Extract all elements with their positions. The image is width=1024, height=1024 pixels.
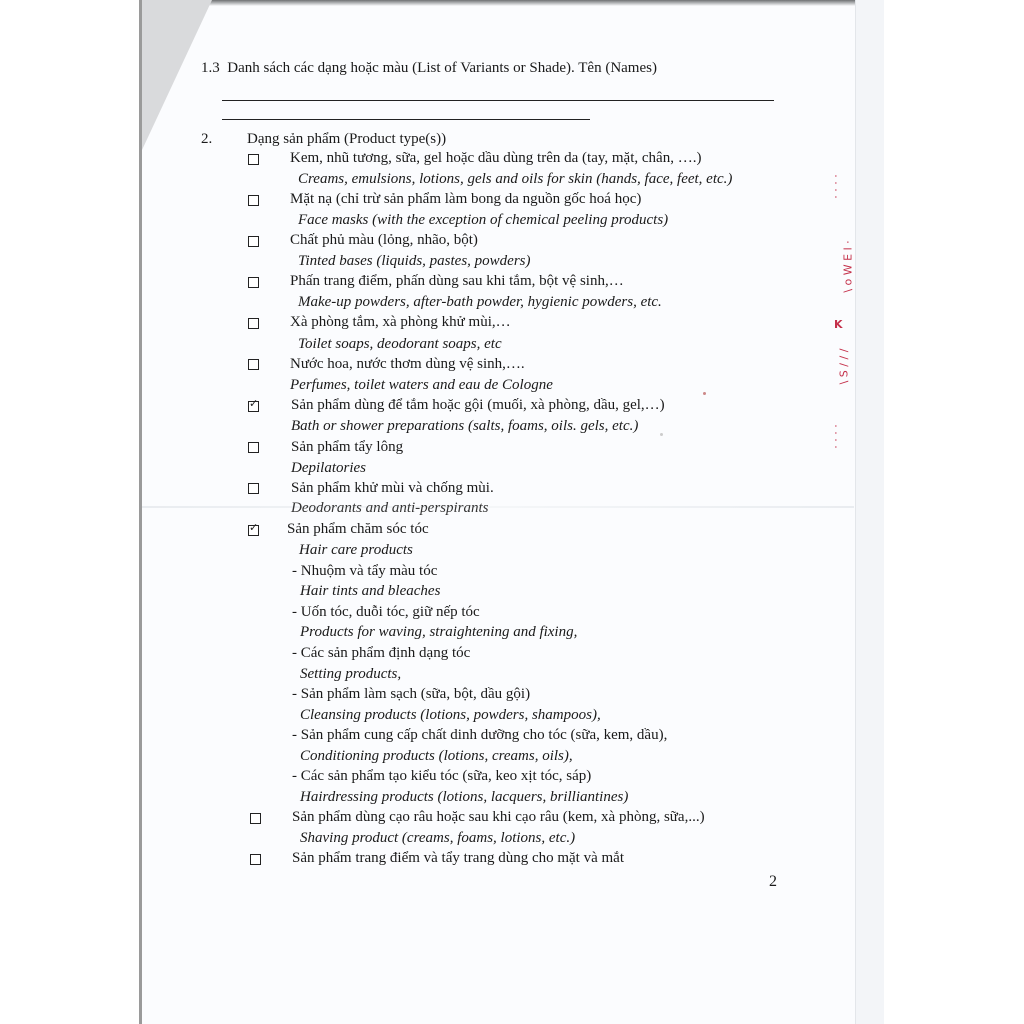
paper-crease xyxy=(142,506,854,508)
item-en-toilet-soaps: Toilet soaps, deodorant soaps, etc xyxy=(298,336,502,352)
blank-line-2 xyxy=(222,119,590,120)
checkbox-bath-shower[interactable] xyxy=(248,401,259,412)
section-2-number: 2. xyxy=(201,131,213,147)
checkbox-face-eye-makeup[interactable] xyxy=(250,854,261,865)
checkbox-toilet-soaps[interactable] xyxy=(248,318,259,329)
item-vi-shaving: Sản phẩm dùng cạo râu hoặc sau khi cạo râu (kem, xà phòng, sữa,...) xyxy=(292,809,705,825)
item-vi-depilatories: Sản phẩm tẩy lông xyxy=(291,439,404,455)
checkbox-perfumes[interactable] xyxy=(248,359,259,370)
page-right-margin-strip xyxy=(855,0,885,1024)
checkbox-creams[interactable] xyxy=(248,154,259,165)
hair-subitem-en: Hair tints and bleaches xyxy=(300,583,441,599)
hair-subitem-en: Conditioning products (lotions, creams, oils), xyxy=(300,748,573,764)
item-en-creams: Creams, emulsions, lotions, gels and oils for skin (hands, face, feet, etc.) xyxy=(298,171,733,187)
item-vi-face-masks: Mặt nạ (chỉ trừ sản phẩm làm bong da nguồn gốc hoá học) xyxy=(290,191,642,207)
item-vi-hair-care: Sản phẩm chăm sóc tóc xyxy=(287,521,429,537)
hair-subitem-vi: - Các sản phẩm tạo kiểu tóc (sữa, keo xịt tóc, sáp) xyxy=(292,768,592,784)
page-left-edge xyxy=(139,0,142,1024)
item-en-bath-shower: Bath or shower preparations (salts, foams, oils. gels, etc.) xyxy=(291,418,639,434)
section-1-3-heading xyxy=(201,60,657,77)
checkbox-tinted-bases[interactable] xyxy=(248,236,259,247)
item-vi-bath-shower: Sản phẩm dùng để tắm hoặc gội (muối, xà phòng, dầu, gel,…) xyxy=(291,397,665,413)
hair-subitem-en: Hairdressing products (lotions, lacquers, brilliantines) xyxy=(300,789,629,805)
item-en-perfumes: Perfumes, toilet waters and eau de Cologne xyxy=(290,377,553,393)
checkbox-depilatories[interactable] xyxy=(248,442,259,453)
item-en-hair-care: Hair care products xyxy=(299,542,413,558)
section-1-3-number: 1.3 xyxy=(201,60,220,76)
ink-speck xyxy=(660,433,663,436)
hair-subitem-en: Cleansing products (lotions, powders, shampoos), xyxy=(300,707,601,723)
item-vi-toilet-soaps: Xà phòng tắm, xà phòng khử mùi,… xyxy=(290,314,511,330)
checkbox-hair-care[interactable] xyxy=(248,525,259,536)
item-en-depilatories: Depilatories xyxy=(291,460,366,476)
item-vi-face-eye-makeup: Sản phẩm trang điểm và tẩy trang dùng cho mặt và mắt xyxy=(292,850,624,866)
page-number: 2 xyxy=(769,873,777,890)
scan-background-right xyxy=(884,0,1024,1024)
item-vi-tinted-bases: Chất phủ màu (lỏng, nhão, bột) xyxy=(290,232,478,248)
hair-subitem-en: Products for waving, straightening and fixing, xyxy=(300,624,578,640)
item-en-make-up-powders: Make-up powders, after-bath powder, hygienic powders, etc. xyxy=(298,294,662,310)
page-top-shadow xyxy=(142,0,884,6)
checkbox-shaving[interactable] xyxy=(250,813,261,824)
item-vi-deodorants: Sản phẩm khử mùi và chống mùi. xyxy=(291,480,494,496)
item-vi-perfumes: Nước hoa, nước thơm dùng vệ sinh,…. xyxy=(290,356,525,372)
item-en-shaving: Shaving product (creams, foams, lotions, etc.) xyxy=(300,830,576,846)
item-en-tinted-bases: Tinted bases (liquids, pastes, powders) xyxy=(298,253,531,269)
red-seal-stamp-fragment: · · · · \ o W E l · K \ S / / / · · · · xyxy=(829,174,855,449)
blank-line-1 xyxy=(222,100,774,101)
checkbox-deodorants[interactable] xyxy=(248,483,259,494)
item-en-deodorants: Deodorants and anti-perspirants xyxy=(291,500,489,516)
hair-subitem-vi: - Sản phẩm cung cấp chất dinh dưỡng cho tóc (sữa, kem, dầu), xyxy=(292,727,668,743)
hair-subitem-en: Setting products, xyxy=(300,666,402,682)
hair-subitem-vi: - Sản phẩm làm sạch (sữa, bột, dầu gội) xyxy=(292,686,531,702)
item-en-face-masks: Face masks (with the exception of chemical peeling products) xyxy=(298,212,669,228)
item-vi-creams: Kem, nhũ tương, sữa, gel hoặc dầu dùng trên da (tay, mặt, chân, ….) xyxy=(290,150,702,166)
scan-background-left xyxy=(0,0,141,1024)
hair-subitem-vi: - Uốn tóc, duỗi tóc, giữ nếp tóc xyxy=(292,604,480,620)
ink-speck xyxy=(703,392,706,395)
hair-subitem-vi: - Các sản phẩm định dạng tóc xyxy=(292,645,471,661)
item-vi-make-up-powders: Phấn trang điểm, phấn dùng sau khi tắm, bột vệ sinh,… xyxy=(290,273,624,289)
checkbox-face-masks[interactable] xyxy=(248,195,259,206)
section-2-title: Dạng sản phẩm (Product type(s)) xyxy=(247,131,447,147)
checkbox-make-up-powders[interactable] xyxy=(248,277,259,288)
hair-subitem-vi: - Nhuộm và tẩy màu tóc xyxy=(292,563,438,579)
section-1-3-text: Danh sách các dạng hoặc màu (List of Variants or Shade). Tên (Names) xyxy=(227,60,657,76)
